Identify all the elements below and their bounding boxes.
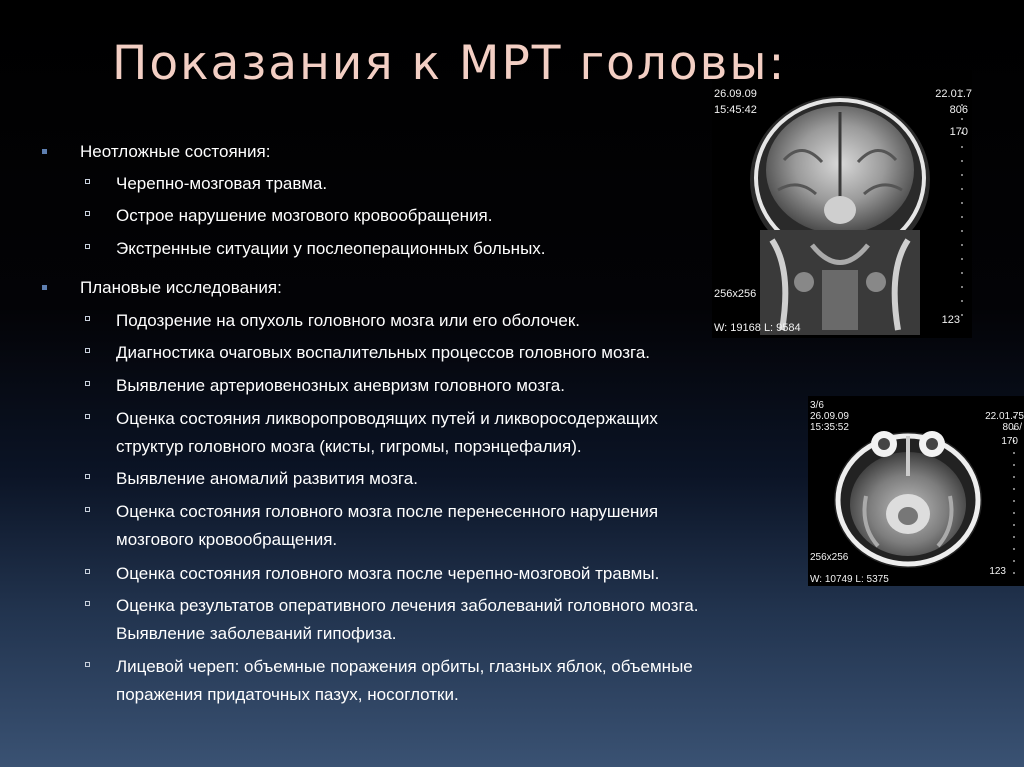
- bullet-hollow-square-icon: [85, 316, 90, 321]
- scan-index: 3/6: [810, 400, 824, 411]
- list-item: [116, 339, 650, 367]
- list-item-text: Выявление артериовенозных аневризм головного мозга.: [116, 376, 565, 395]
- scan-date: 26.09.09: [714, 88, 757, 100]
- bullet-hollow-square-icon: [85, 211, 90, 216]
- scan-date-right: 22.01.75: [985, 411, 1024, 422]
- scan-matrix: 256x256: [810, 552, 849, 563]
- scan-window: W: 10749 L: 5375: [810, 574, 889, 585]
- list-item-text: Оценка состояния головного мозга после черепно-мозговой травмы.: [116, 564, 660, 583]
- bullet-hollow-square-icon: [85, 474, 90, 479]
- bullet-hollow-square-icon: [85, 662, 90, 667]
- list-item: [116, 202, 493, 230]
- scan-matrix: 256x256: [714, 288, 757, 300]
- list-item: [116, 372, 565, 400]
- list-item-text-line2: Выявление заболеваний гипофиза.: [116, 624, 397, 643]
- scan-count: 123: [989, 566, 1006, 577]
- bullet-hollow-square-icon: [85, 244, 90, 249]
- list-item-text-line1: Лицевой череп: объемные поражения орбиты, глазных яблок, объемные: [116, 657, 693, 676]
- scan-slice: 170: [1001, 436, 1018, 447]
- bullet-square-icon: [42, 285, 47, 290]
- scan-time: 15:35:52: [810, 422, 849, 433]
- scan-date: 26.09.09: [810, 411, 849, 422]
- list-item: [116, 498, 658, 554]
- list-item: [116, 560, 659, 588]
- bullet-square-icon: [42, 149, 47, 154]
- list-item-text: Черепно-мозговая травма.: [116, 174, 328, 193]
- bullet-hollow-square-icon: [85, 601, 90, 606]
- list-item-text: Экстренные ситуации у послеоперационных больных.: [116, 239, 546, 258]
- list-item-text-line2: мозгового кровообращения.: [116, 530, 338, 549]
- list-item-text: Острое нарушение мозгового кровообращения.: [116, 206, 493, 225]
- bullet-hollow-square-icon: [85, 179, 90, 184]
- slide-title: Показания к МРТ головы:: [112, 36, 787, 91]
- bullet-hollow-square-icon: [85, 381, 90, 386]
- list-item-text: Выявление аномалий развития мозга.: [116, 469, 418, 488]
- section-heading-text: Плановые исследования:: [80, 278, 282, 297]
- bullet-hollow-square-icon: [85, 507, 90, 512]
- list-item: [116, 170, 327, 198]
- scan-time: 15:45:42: [714, 104, 757, 116]
- list-item-text-line2: поражения придаточных пазух, носоглотки.: [116, 685, 459, 704]
- scan-number-right: 806/: [1002, 422, 1022, 433]
- list-item: [116, 405, 658, 461]
- list-item-text-line1: Оценка состояния ликворопроводящих путей и ликворосодержащих: [116, 409, 658, 428]
- list-item: [116, 465, 418, 493]
- list-item-text-line1: Оценка состояния головного мозга после перенесенного нарушения: [116, 502, 659, 521]
- list-item-text: Подозрение на опухоль головного мозга или его оболочек.: [116, 311, 580, 330]
- list-item-text-line2: структур головного мозга (кисты, гигромы, порэнцефалия).: [116, 437, 582, 456]
- scan-count: 123: [941, 314, 960, 326]
- list-item: [116, 235, 546, 263]
- bullet-hollow-square-icon: [85, 414, 90, 419]
- bullet-hollow-square-icon: [85, 569, 90, 574]
- list-item: [116, 653, 693, 709]
- list-item-text-line1: Оценка результатов оперативного лечения заболеваний головного мозга.: [116, 596, 699, 615]
- list-item-text: Диагностика очаговых воспалительных процессов головного мозга.: [116, 343, 651, 362]
- list-item: [116, 307, 580, 335]
- section-heading-emergency: [80, 142, 270, 162]
- section-heading-text: Неотложные состояния:: [80, 142, 271, 161]
- list-item: [116, 592, 698, 648]
- scan-number-right: 806: [949, 104, 968, 116]
- scan-slice: 170: [949, 126, 968, 138]
- section-heading-planned: [80, 278, 282, 298]
- scan-date-right: 22.01.7: [935, 88, 972, 100]
- bullet-hollow-square-icon: [85, 348, 90, 353]
- scan-window: W: 19168 L: 9584: [714, 322, 801, 334]
